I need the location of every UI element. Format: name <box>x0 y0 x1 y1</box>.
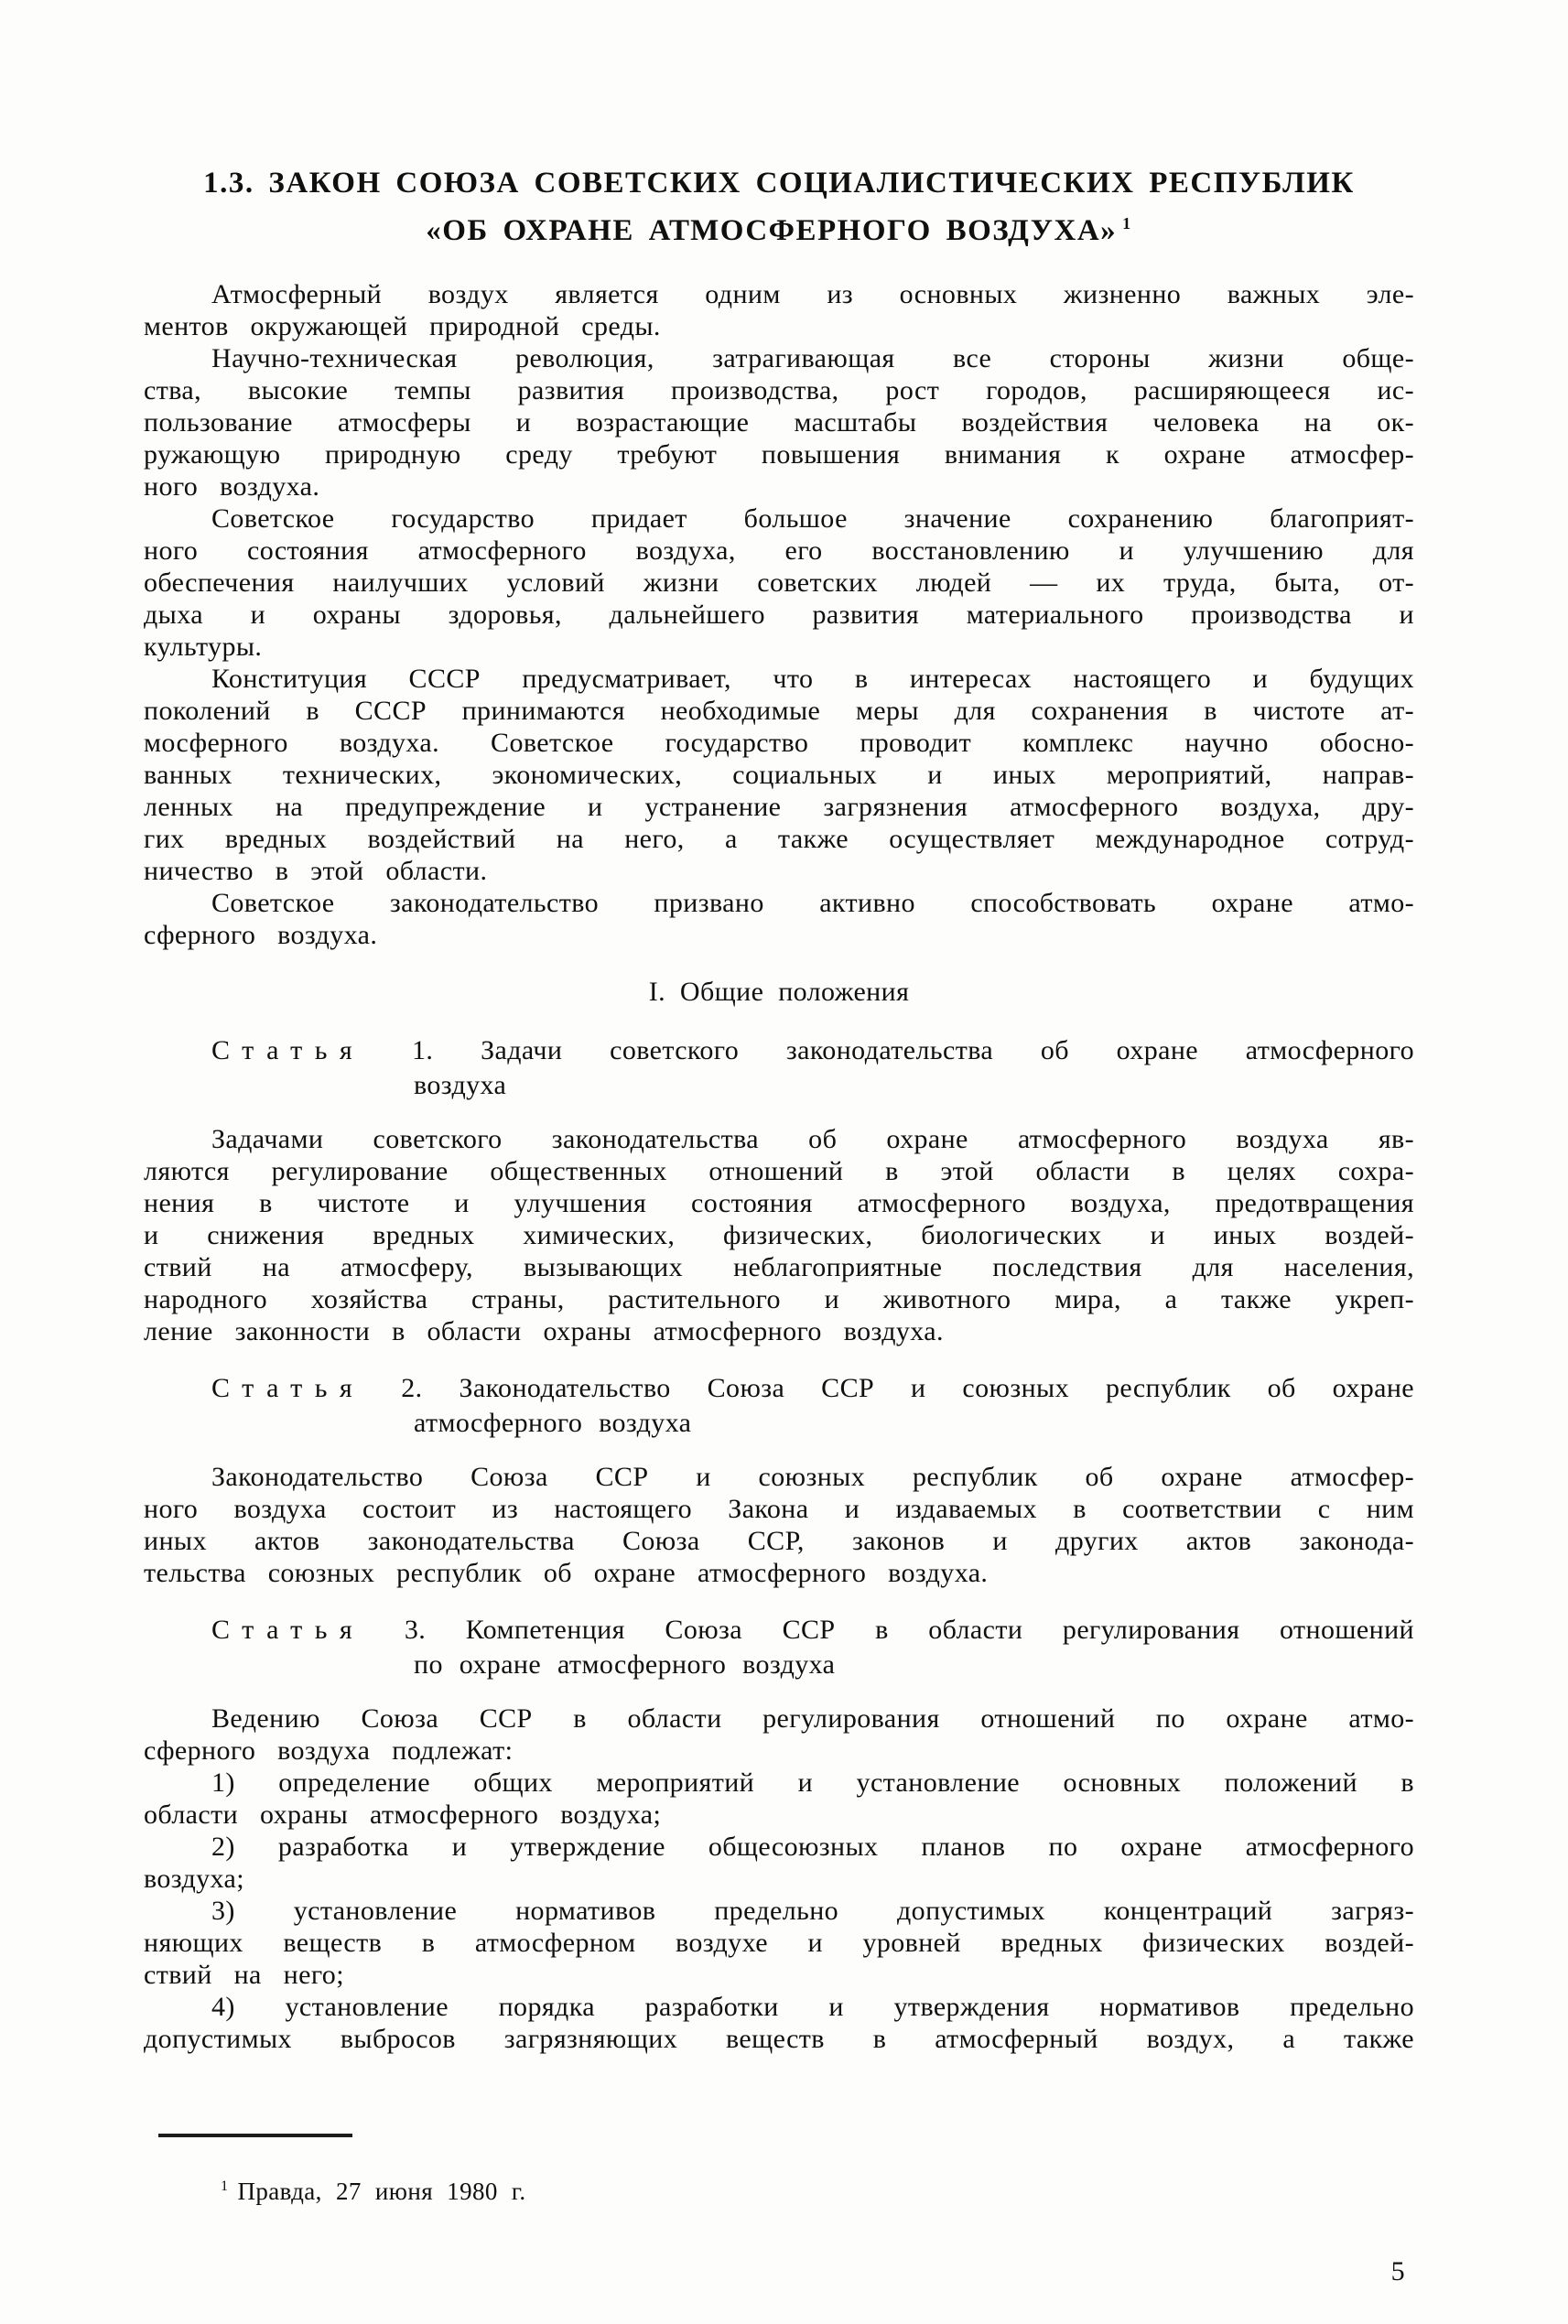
intro-paragraph-3 <box>144 503 1414 663</box>
list-item-line: допустимых выбросов загрязняющих веществ в атмосферный воздух, а также <box>144 2024 1414 2054</box>
section-heading: I. Общие положения <box>648 977 910 1007</box>
article-3-body <box>144 1702 1414 2055</box>
title-footnote-ref: 1 <box>1122 214 1132 232</box>
intro-paragraph-5 <box>144 887 1414 951</box>
text-line: Законодательство Союза ССР и союзных республик об охране атмосфер- <box>211 1462 1414 1492</box>
text-line: нения в чистоте и улучшения состояния атмосферного воздуха, предотвращения <box>144 1188 1414 1218</box>
article-3-heading-text: Компетенция Союза ССР в области регулирования отношений <box>465 1615 1414 1645</box>
article-2-heading-text: Законодательство Союза ССР и союзных республик об охране <box>459 1373 1415 1403</box>
article-3-heading-continuation: по охране атмосферного воздуха <box>414 1649 836 1680</box>
list-item-line: 2) разработка и утверждение общесоюзных планов по охране атмосферного <box>211 1832 1414 1862</box>
text-line: ление законности в области охраны атмосферного воздуха. <box>144 1316 944 1346</box>
text-line: дыха и охраны здоровья, дальнейшего развития материального производства и <box>144 600 1414 630</box>
list-item-line: ствий на него; <box>144 1960 344 1990</box>
text-line: Советское государство придает большое значение сохранению благоприят- <box>211 503 1414 534</box>
title-line-2-text: «ОБ ОХРАНЕ АТМОСФЕРНОГО ВОЗДУХА» <box>426 214 1118 247</box>
article-2-heading <box>144 1371 1414 1406</box>
footnote-rule <box>158 2134 352 2137</box>
article-2-body <box>144 1461 1414 1589</box>
text-line: мосферного воздуха. Советское государство проводит комплекс научно обосно- <box>144 728 1414 758</box>
article-2-number: 2. <box>401 1373 423 1403</box>
article-2-label: Статья <box>211 1373 365 1403</box>
text-line: ляются регулирование общественных отношений в этой области в целях сохра- <box>144 1156 1414 1186</box>
footnote <box>144 2170 1414 2207</box>
text-line: Советское законодательство призвано активно способствовать охране атмо- <box>211 888 1414 918</box>
text-line: сферного воздуха подлежат: <box>144 1735 514 1766</box>
text-line: Научно-техническая революция, затрагивающая все стороны жизни обще- <box>211 343 1414 373</box>
list-item-line: 4) установление порядка разработки и утверждения нормативов предельно <box>211 1992 1414 2022</box>
list-item-line: 3) установление нормативов предельно допустимых концентраций загряз- <box>211 1896 1414 1926</box>
text-line: Атмосферный воздух является одним из основных жизненно важных эле- <box>211 279 1414 309</box>
text-line: ства, высокие темпы развития производства, рост городов, расширяющееся ис- <box>144 375 1414 405</box>
text-line: поколений в СССР принимаются необходимые меры для сохранения в чистоте ат- <box>144 696 1414 726</box>
article-3-heading <box>144 1613 1414 1648</box>
list-item-line: области охраны атмосферного воздуха; <box>144 1800 662 1830</box>
text-line: ментов окружающей природной среды. <box>144 311 661 341</box>
article-1-heading <box>144 1033 1414 1068</box>
text-line: тельства союзных республик об охране атмосферного воздуха. <box>144 1558 989 1588</box>
text-line: ного состояния атмосферного воздуха, его восстановлению и улучшению для <box>144 535 1414 566</box>
text-line: иных актов законодательства Союза ССР, законов и других актов законода- <box>144 1526 1414 1556</box>
article-1-label: Статья <box>211 1035 365 1065</box>
text-line: пользование атмосферы и возрастающие масштабы воздействия человека на ок- <box>144 407 1414 438</box>
text-line: сферного воздуха. <box>144 920 378 950</box>
page-number: 5 <box>1390 2256 1405 2286</box>
text-line: ружающую природную среду требуют повышения внимания к охране атмосфер- <box>144 439 1414 470</box>
text-line: народного хозяйства страны, растительного и животного мира, а также укреп- <box>144 1284 1414 1314</box>
title-line-1: 1.3. ЗАКОН СОЮЗА СОВЕТСКИХ СОЦИАЛИСТИЧЕСКИХ РЕСПУБЛИК <box>203 167 1355 200</box>
list-item-line: 1) определение общих мероприятий и установление основных положений в <box>211 1767 1414 1798</box>
document-title <box>144 163 1414 251</box>
text-line: ного воздуха. <box>144 471 320 502</box>
article-3-label: Статья <box>211 1615 365 1645</box>
text-line: ного воздуха состоит из настоящего Закона и издаваемых в соответствии с ним <box>144 1494 1414 1524</box>
article-1-body <box>144 1123 1414 1347</box>
text-line: и снижения вредных химических, физических, биологических и иных воздей- <box>144 1220 1414 1250</box>
list-item-line: воздуха; <box>144 1864 244 1894</box>
article-1-heading-continuation: воздуха <box>414 1070 507 1100</box>
list-item-line: няющих веществ в атмосферном воздухе и уровней вредных физических воздей- <box>144 1928 1414 1958</box>
title-line-2 <box>144 203 1414 251</box>
footnote-marker: 1 <box>221 2178 229 2194</box>
text-line: ленных на предупреждение и устранение загрязнения атмосферного воздуха, дру- <box>144 792 1414 822</box>
text-line: Задачами советского законодательства об охране атмосферного воздуха яв- <box>211 1124 1414 1154</box>
text-line: ничество в этой области. <box>144 856 488 886</box>
text-line: Ведению Союза ССР в области регулирования отношений по охране атмо- <box>211 1703 1414 1734</box>
article-1-heading-text: Задачи советского законодательства об охране атмосферного <box>481 1035 1414 1065</box>
text-line: ствий на атмосферу, вызывающих неблагоприятные последствия для населения, <box>144 1252 1414 1282</box>
text-line: обеспечения наилучших условий жизни советских людей — их труда, быта, от- <box>144 567 1414 598</box>
article-2-heading-continuation: атмосферного воздуха <box>414 1408 692 1438</box>
text-line: Конституция СССР предусматривает, что в интересах настоящего и будущих <box>211 664 1414 694</box>
intro-paragraph-2 <box>144 342 1414 503</box>
footnote-text: Правда, 27 июня 1980 г. <box>237 2178 526 2205</box>
intro-paragraph-4 <box>144 663 1414 887</box>
article-3-number: 3. <box>404 1615 427 1645</box>
text-line: культуры. <box>144 632 263 662</box>
text-line: гих вредных воздействий на него, а также осуществляет международное сотруд- <box>144 824 1414 854</box>
article-1-number: 1. <box>412 1035 434 1065</box>
intro-paragraph-1 <box>144 278 1414 342</box>
text-line: ванных технических, экономических, социальных и иных мероприятий, направ- <box>144 760 1414 790</box>
